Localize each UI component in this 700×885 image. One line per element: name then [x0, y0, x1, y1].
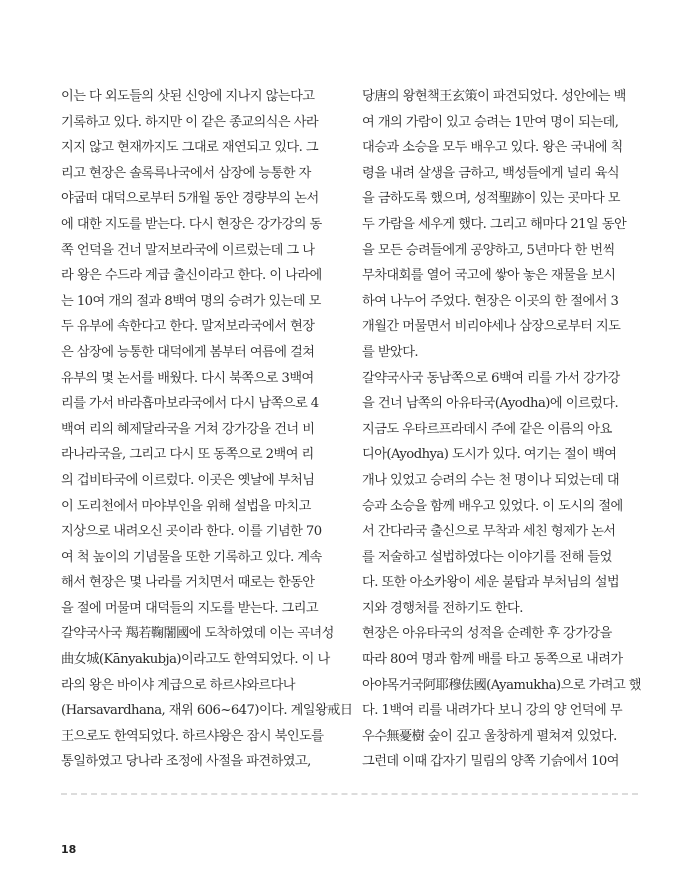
text-line: 이 도리천에서 마야부인을 위해 설법을 마치고: [61, 498, 311, 514]
text-line: 갈약국사국 羯若鞠闍國에 도착하였데 이는 곡녀성: [61, 626, 334, 642]
text-line: 령을 내려 살생을 금하고, 백성들에게 널리 육식: [362, 165, 620, 181]
text-line: 을 금하도록 했으며, 성적聖跡이 있는 곳마다 모: [362, 191, 620, 207]
text-line: 대승과 소승을 모두 배우고 있다. 왕은 국내에 칙: [362, 140, 623, 156]
text-line: 유부의 몇 논서를 배웠다. 다시 북쪽으로 3백여: [61, 370, 314, 386]
text-line: 승과 소승을 함께 배우고 있었다. 이 도시의 절에: [362, 498, 623, 514]
text-line: 를 받았다.: [362, 344, 419, 360]
text-line: 는 10여 개의 절과 8백여 명의 승려가 있는데 모: [61, 293, 321, 309]
text-line: 우수無憂樹 숲이 깊고 울창하게 펼쳐져 있었다.: [362, 728, 617, 744]
text-line: 여 척 높이의 기념물을 또한 기록하고 있다. 계속: [61, 549, 322, 565]
text-line: 야굽떠 대덕으로부터 5개월 동안 경량부의 논서: [61, 191, 319, 207]
text-line: 이는 다 외도들의 삿된 신앙에 지나지 않는다고: [61, 89, 315, 104]
text-line: 현장은 아유타국의 성적을 순례한 후 강가강을: [362, 626, 612, 642]
text-line: 에 대한 지도를 받는다. 다시 현장은 강가강의 동: [61, 216, 322, 232]
text-line: 갈약국사국 동남쪽으로 6백여 리를 가서 강가강: [362, 370, 620, 386]
text-line: 무차대회를 열어 국고에 쌓아 놓은 재물을 보시: [362, 268, 616, 284]
text-line: 을 모든 승려들에게 공양하고, 5년마다 한 번씩: [362, 242, 615, 258]
text-line: 지지 않고 현재까지도 그대로 재연되고 있다. 그: [61, 140, 319, 156]
text-line: 통일하였고 당나라 조정에 사절을 파견하였고,: [61, 754, 311, 770]
text-line: 해서 현장은 몇 나라를 거치면서 때로는 한동안: [61, 575, 315, 591]
text-line: 하여 나누어 주었다. 현장은 이곳의 한 절에서 3: [362, 293, 619, 309]
text-line: 개나 있었고 승려의 수는 천 명이나 되었는데 대: [362, 472, 620, 488]
text-line: 의 겁비타국에 이르렀다. 이곳은 옛날에 부처님: [61, 472, 315, 488]
text-line: 를 저술하고 설법하였다는 이야기를 전해 들었: [362, 549, 612, 565]
text-line: 다. 1백여 리를 내려가다 보니 강의 양 언덕에 무: [362, 703, 623, 719]
text-line: 리를 가서 바라흡마보라국에서 다시 남쪽으로 4: [61, 396, 319, 412]
footer-divider: [61, 793, 638, 795]
text-line: 여 개의 가람이 있고 승려는 1만여 명이 되는데,: [362, 114, 619, 130]
text-line: 라 왕은 수드라 계급 출신이라고 한다. 이 나라에: [61, 268, 322, 284]
text-line: 당唐의 왕현책王玄策이 파견되었다. 성안에는 백: [362, 89, 626, 104]
text-line: 디아(Ayodhya) 도시가 있다. 여기는 절이 백여: [362, 447, 617, 463]
text-line: 지와 경행처를 전하기도 한다.: [362, 600, 523, 616]
page-number: 18: [61, 843, 77, 856]
text-line: 아야목거국阿耶穆佉國(Ayamukha)으로 가려고 했: [362, 677, 641, 693]
text-line: 王으로도 한역되었다. 하르샤왕은 잠시 북인도를: [61, 728, 324, 744]
text-line: 지상으로 내려오신 곳이라 한다. 이를 기념한 70: [61, 524, 322, 540]
text-line: (Harsavardhana, 재위 606~647)이다. 계일왕戒日: [61, 703, 353, 719]
text-line: 서 간다라국 출신으로 무착과 세친 형제가 논서: [362, 524, 616, 540]
text-line: 쪽 언덕을 건너 말저보라국에 이르렀는데 그 나: [61, 242, 315, 258]
text-line: 을 건너 남쪽의 아유타국(Ayodha)에 이르렀다.: [362, 396, 619, 412]
text-line: 개월간 머물면서 비리야세나 삼장으로부터 지도: [362, 319, 621, 335]
text-line: 리고 현장은 솔록륵나국에서 삼장에 능통한 자: [61, 165, 311, 181]
left-text-column: [61, 84, 353, 775]
text-line: 두 가람을 세우게 했다. 그리고 해마다 21일 동안: [362, 216, 627, 232]
text-line: 은 삼장에 능통한 대덕에게 봄부터 여름에 걸쳐: [61, 344, 315, 360]
text-line: 다. 또한 아소카왕이 세운 불탑과 부처님의 설법: [362, 575, 620, 591]
text-line: 따라 80여 명과 함께 배를 타고 동쪽으로 내려가: [362, 652, 623, 668]
right-text-column: [362, 84, 641, 775]
text-line: 기록하고 있다. 하지만 이 같은 종교의식은 사라: [61, 114, 319, 130]
text-line: 라의 왕은 바이샤 계급으로 하르샤와르다나: [61, 677, 295, 693]
text-line: 그런데 이때 갑자기 밀림의 양쪽 기슭에서 10여: [362, 754, 619, 770]
text-line: 백여 리의 혜제달라국을 거쳐 강가강을 건너 비: [61, 421, 315, 437]
text-line: 을 절에 머물며 대덕들의 지도를 받는다. 그리고: [61, 600, 319, 616]
text-line: 라나라국을, 그리고 다시 또 동쪽으로 2백여 리: [61, 447, 314, 463]
text-line: 曲女城(Kānyakubja)이라고도 한역되었다. 이 나: [61, 652, 330, 668]
text-line: 두 유부에 속한다고 한다. 말저보라국에서 현장: [61, 319, 315, 335]
text-line: 지금도 우타르프라데시 주에 같은 이름의 아요: [362, 421, 612, 437]
